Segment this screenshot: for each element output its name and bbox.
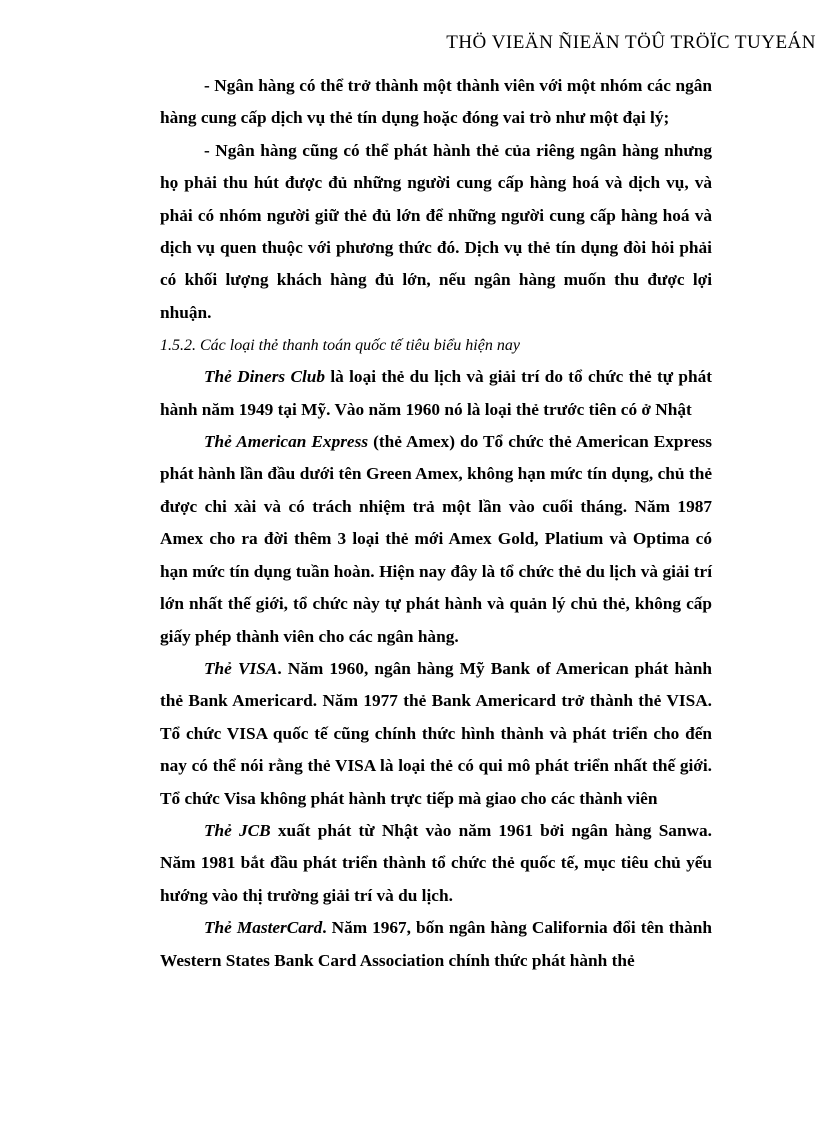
term-american-express: Thẻ American Express <box>204 432 369 452</box>
document-body <box>160 70 712 977</box>
mastercard-text: . Năm 1967, bốn ngân hàng California đổi tên thành Western States Bank Card Association chính thức phát hành thẻ <box>160 918 712 970</box>
paragraph-american-express <box>160 426 712 653</box>
section-heading: 1.5.2. Các loại thẻ thanh toán quốc tế tiêu biểu hiện nay <box>160 337 520 355</box>
term-jcb: Thẻ JCB <box>204 820 271 840</box>
jcb-text: xuất phát từ Nhật vào năm 1961 bởi ngân hàng Sanwa. Năm 1981 bắt đầu phát triển thành tổ chức thẻ quốc tế, mục tiêu chủ yếu hướng vào thị trường giải trí và du lịch. <box>160 820 712 905</box>
paragraph-diners-club <box>160 361 712 426</box>
term-visa: Thẻ VISA <box>204 658 278 678</box>
term-mastercard: Thẻ MasterCard <box>204 918 323 938</box>
american-express-text: (thẻ Amex) do Tổ chức thẻ American Express phát hành lần đầu dưới tên Green Amex, không hạn mức tín dụng, chủ thẻ được chi xài và có trách nhiệm trả một lần vào cuối tháng. Năm 1987 Amex cho ra đời thêm 3 loại thẻ mới Amex Gold, Platium và Optima có hạn mức tín dụng tuần hoàn. Hiện nay đây là tổ chức thẻ du lịch và giải trí lớn nhất thế giới, tổ chức này tự phát hành và quản lý chủ thẻ, không cấp giấy phép thành viên cho các ngân hàng. <box>160 432 713 646</box>
paragraph-visa <box>160 653 712 815</box>
visa-text: . Năm 1960, ngân hàng Mỹ Bank of American phát hành thẻ Bank Americard. Năm 1977 thẻ Bank Americard trở thành thẻ VISA. Tổ chức VISA quốc tế cũng chính thức hình thành và phát triển cho đến nay có thể nói rằng thẻ VISA là loại thẻ có qui mô phát triển nhất thế giới. Tổ chức Visa không phát hành trực tiếp mà giao cho các thành viên <box>160 658 712 808</box>
diners-club-text: là loại thẻ du lịch và giải trí do tổ chức thẻ tự phát hành năm 1949 tại Mỹ. Vào năm 1960 nó là loại thẻ trước tiên có ở Nhật <box>160 367 713 419</box>
paragraph-bank-own-card: - Ngân hàng cũng có thể phát hành thẻ của riêng ngân hàng nhưng họ phải thu hút được đủ những người cung cấp hàng hoá và dịch vụ, và phải có nhóm người giữ thẻ đủ lớn để những người cung cấp hàng hoá và dịch vụ quen thuộc với phương thức đó. Dịch vụ thẻ tín dụng đòi hỏi phải có khối lượng khách hàng đủ lớn, nếu ngân hàng muốn thu được lợi nhuận. <box>160 140 712 322</box>
paragraph-bank-member: - Ngân hàng có thể trở thành một thành viên với một nhóm các ngân hàng cung cấp dịch vụ thẻ tín dụng hoặc đóng vai trò như một đại lý; <box>160 76 712 128</box>
page-header: THÖ VIEÄN ÑIEÄN TÖÛ TRÖÏC TUYEÁN <box>446 32 816 53</box>
term-diners-club: Thẻ Diners Club <box>204 367 326 387</box>
paragraph-jcb <box>160 815 712 912</box>
paragraph-mastercard <box>160 912 712 977</box>
